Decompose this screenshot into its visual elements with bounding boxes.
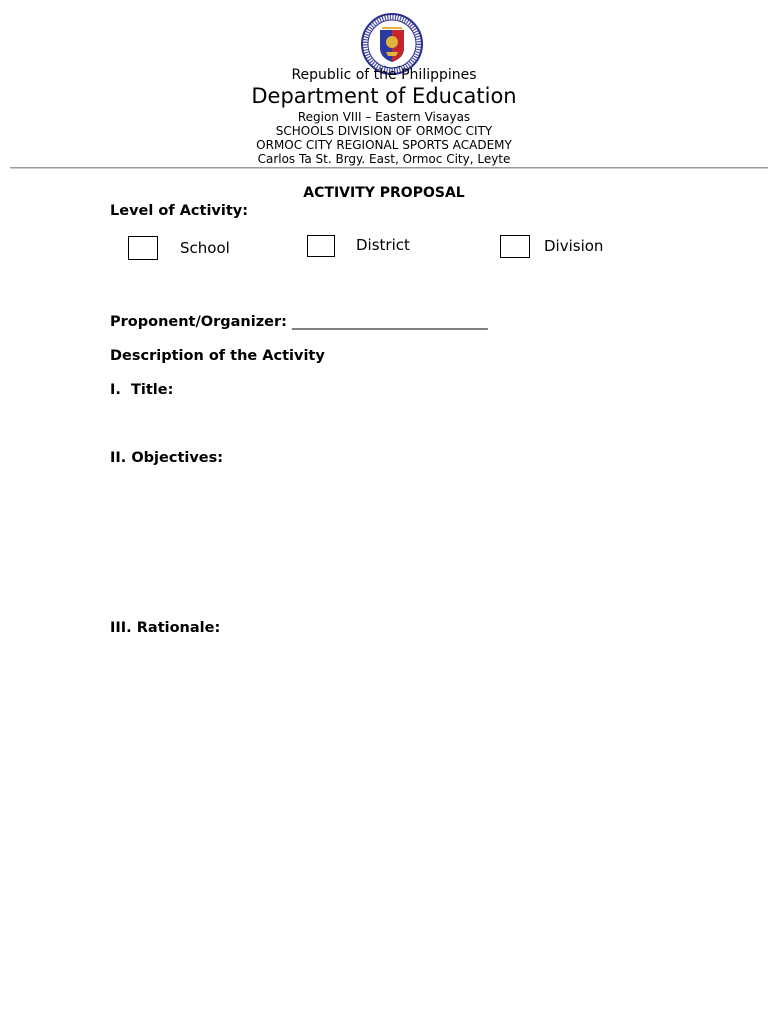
header-address: Carlos Ta St. Brgy. East, Ormoc City, Leyte	[257, 152, 511, 166]
header-school: ORMOC CITY REGIONAL SPORTS ACADEMY	[256, 138, 512, 152]
district-checkbox[interactable]	[307, 235, 335, 257]
school-checkbox[interactable]	[128, 236, 158, 260]
form-title: ACTIVITY PROPOSAL	[303, 185, 465, 201]
proponent-row	[110, 314, 488, 330]
division-checkbox[interactable]	[500, 235, 530, 258]
header-department: Department of Education	[251, 84, 517, 108]
header-republic: Republic of the Philippines	[291, 67, 477, 83]
division-option-label: Division	[544, 237, 604, 255]
header-region: Region VIII – Eastern Visayas	[297, 110, 471, 124]
header-division: SCHOOLS DIVISION OF ORMOC CITY	[275, 124, 493, 138]
description-heading: Description of the Activity	[110, 348, 325, 364]
district-option-label: District	[356, 236, 410, 254]
proponent-blank-line[interactable]: ___________________________	[292, 314, 488, 330]
section-objectives-label: II. Objectives:	[110, 450, 224, 466]
section-title-label: I. Title:	[110, 382, 174, 398]
proponent-label: Proponent/Organizer:	[110, 314, 292, 330]
school-option-label: School	[180, 239, 230, 257]
section-rationale-label: III. Rationale:	[110, 620, 221, 636]
header-divider	[10, 167, 768, 169]
level-of-activity-label: Level of Activity:	[110, 203, 249, 219]
